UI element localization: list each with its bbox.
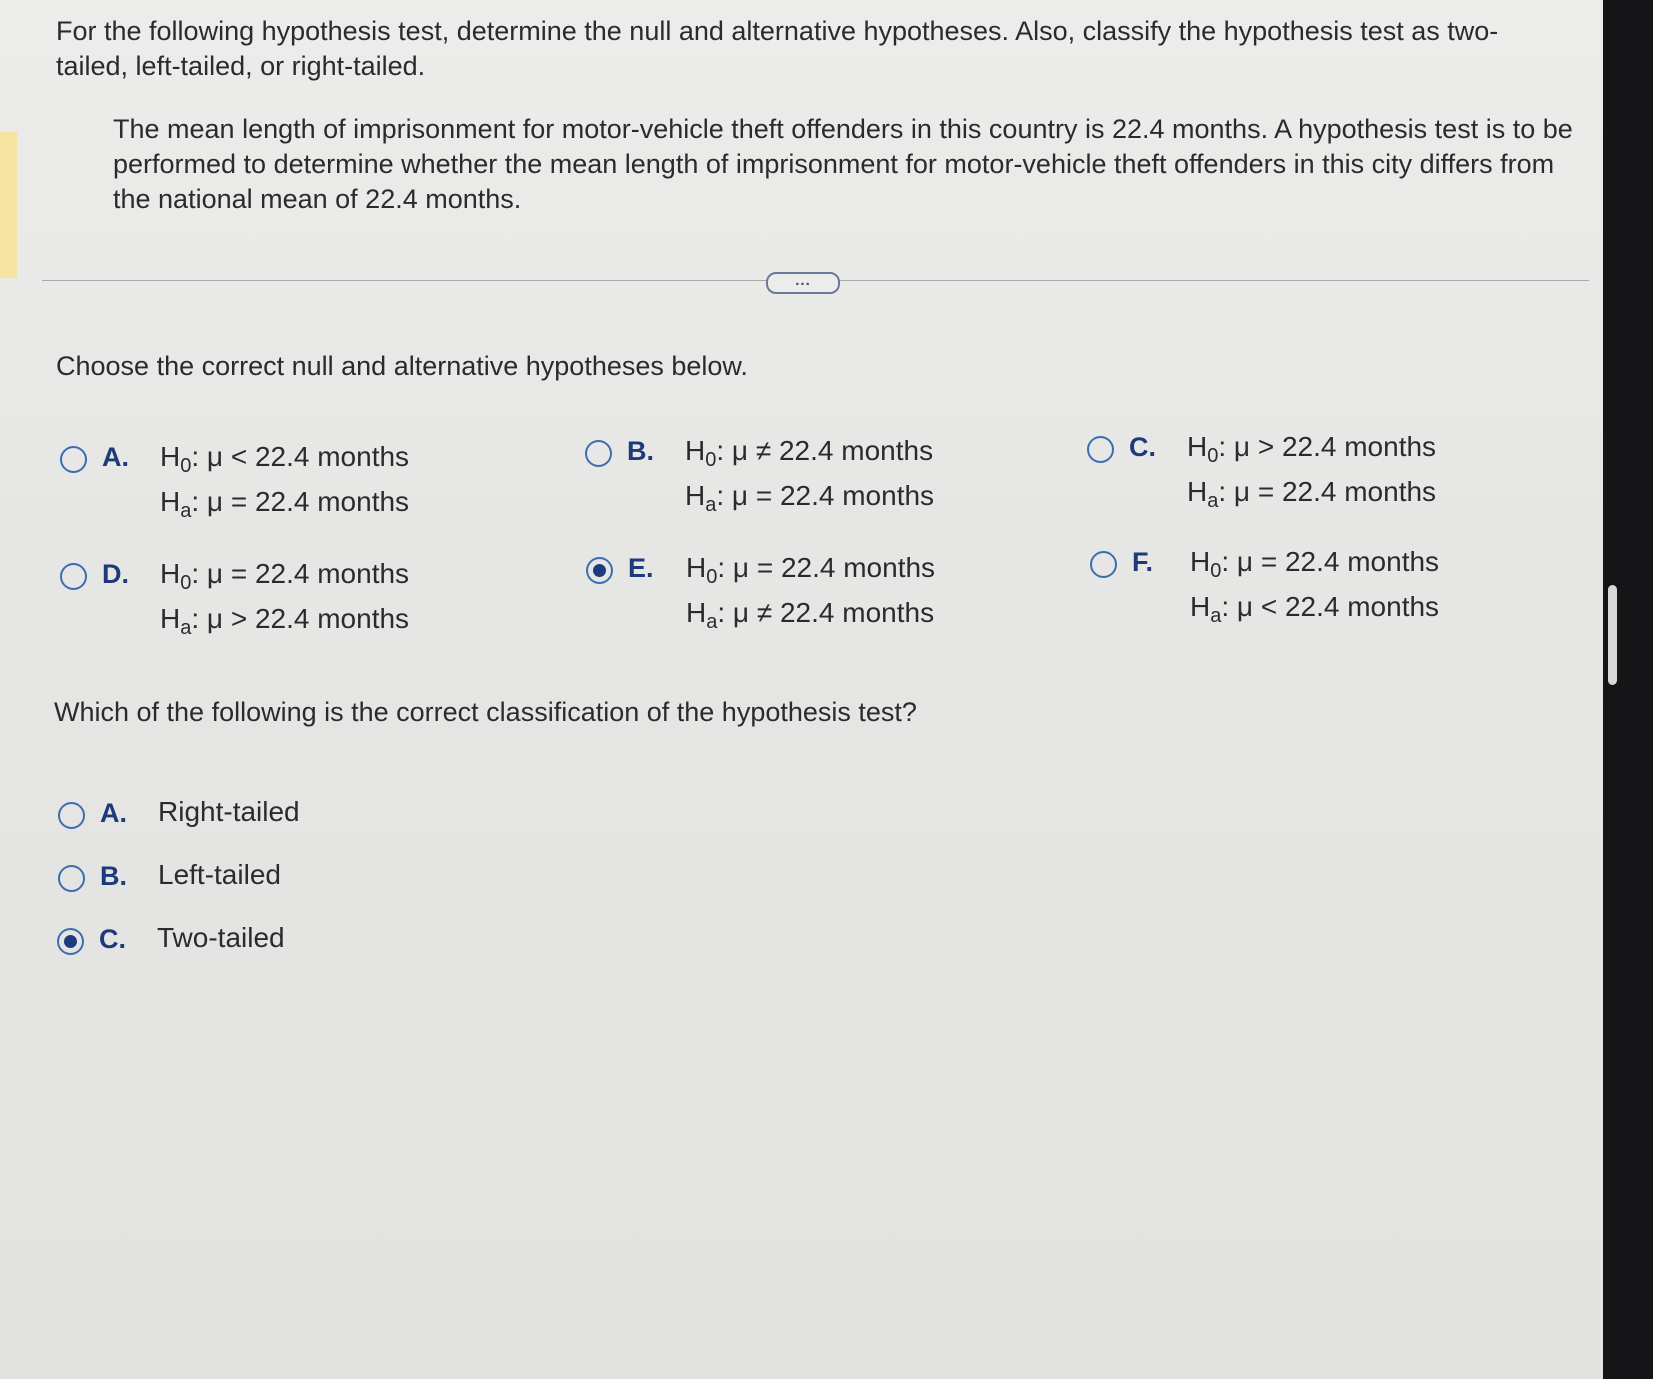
null-hypothesis: $H_0$: μ < 22.4 months [160, 441, 410, 477]
expand-more-button[interactable]: ... [766, 272, 840, 294]
radio-button[interactable] [58, 865, 85, 892]
hypotheses-question: Choose the correct null and alternative hypotheses below. [56, 351, 748, 381]
radio-button[interactable] [58, 802, 85, 829]
alternative-hypothesis: $H_a$: μ ≠ 22.4 months [686, 597, 935, 633]
option-letter: F. [1132, 547, 1154, 577]
null-hypothesis: $H_0$: μ = 22.4 months [1190, 546, 1440, 582]
radio-button-selected[interactable] [57, 928, 84, 955]
null-hypothesis: $H_0$: μ = 22.4 months [160, 558, 410, 594]
option-label: Left-tailed [158, 859, 281, 890]
option-letter: A. [100, 798, 127, 828]
option-letter: D. [102, 559, 129, 589]
instructions-text: For the following hypothesis test, determine the null and alternative hypotheses. Also, classify the hypothesis test as two-tailed, left-tailed, or right-tailed. [56, 16, 1499, 81]
option-letter: A. [102, 442, 129, 472]
radio-button[interactable] [1087, 436, 1114, 463]
radio-button-selected[interactable] [586, 557, 613, 584]
option-label: Right-tailed [158, 796, 300, 827]
screen-bezel [1603, 0, 1653, 1379]
radio-button[interactable] [60, 563, 87, 590]
option-letter: E. [628, 553, 654, 583]
option-letter: C. [99, 924, 126, 954]
alternative-hypothesis: $H_a$: μ = 22.4 months [160, 486, 410, 522]
alternative-hypothesis: $H_a$: μ < 22.4 months [1190, 591, 1440, 627]
radio-button[interactable] [1090, 551, 1117, 578]
left-accent-bar [0, 132, 17, 278]
option-letter: C. [1129, 432, 1156, 462]
alternative-hypothesis: $H_a$: μ = 22.4 months [1187, 476, 1437, 512]
option-label: Two-tailed [157, 922, 285, 953]
scrollbar-thumb[interactable] [1608, 585, 1617, 685]
option-letter: B. [100, 861, 127, 891]
radio-button[interactable] [60, 446, 87, 473]
option-letter: B. [627, 436, 654, 466]
alternative-hypothesis: $H_a$: μ > 22.4 months [160, 603, 410, 639]
null-hypothesis: $H_0$: μ > 22.4 months [1187, 431, 1437, 467]
classification-question: Which of the following is the correct classification of the hypothesis test? [54, 697, 917, 727]
problem-statement: The mean length of imprisonment for motor-vehicle theft offenders in this country is 22.4 months. A hypothesis test is to be performed to determine whether the mean length of imprisonment for motor-vehicle theft offenders in this city differs from the national mean of 22.4 months. [113, 114, 1573, 214]
alternative-hypothesis: $H_a$: μ = 22.4 months [685, 480, 935, 516]
null-hypothesis: $H_0$: μ = 22.4 months [686, 552, 936, 588]
null-hypothesis: $H_0$: μ ≠ 22.4 months [685, 435, 934, 471]
radio-button[interactable] [585, 440, 612, 467]
